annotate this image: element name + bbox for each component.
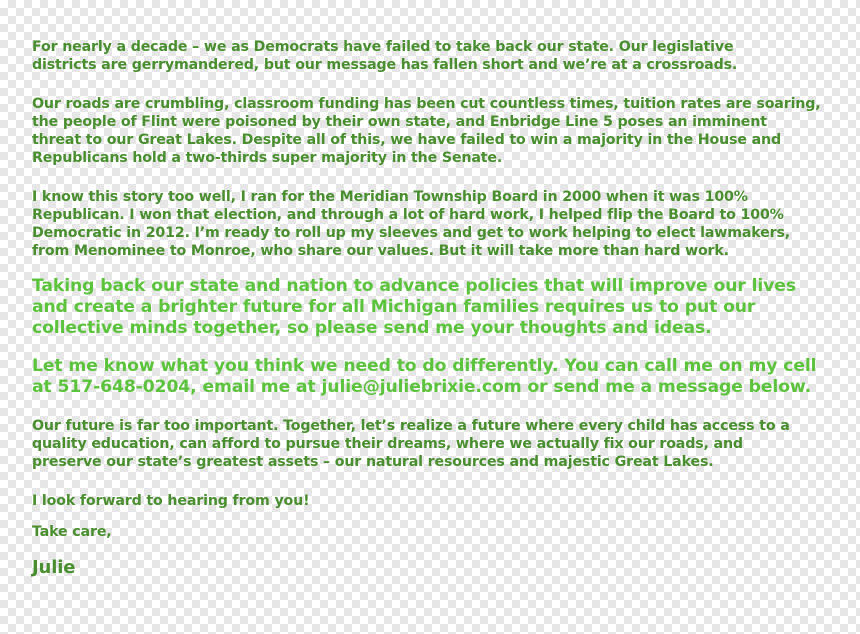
text-line: I know this story too well, I ran for the Meridian Township Board in 2000 when it was 100% [32,189,748,205]
text-line: quality education, can afford to pursue their dreams, where we actually fix our roads, and [32,436,743,452]
text-line: collective minds together, so please send me your thoughts and ideas. [32,318,712,338]
text-line: at 517-648-0204, email me at julie@juliebrixie.com or send me a message below. [32,377,812,397]
intro-paragraph [32,38,832,74]
text-line: from Menominee to Monroe, who share our values. But it will take more than hard work. [32,243,729,259]
text-line: Republicans hold a two-thirds super majority in the Senate. [32,150,503,166]
text-line: Our roads are crumbling, classroom funding has been cut countless times, tuition rates are soaring, [32,96,821,112]
signoff-line: Take care, [32,524,112,540]
story-paragraph [32,188,832,260]
problems-paragraph [32,95,832,167]
text-line: Republican. I won that election, and through a lot of hard work, I helped flip the Board to 100% [32,207,784,223]
text-line: preserve our state’s greatest assets – our natural resources and majestic Great Lakes. [32,454,714,470]
signature: Julie [32,557,76,578]
text-line: Let me know what you think we need to do differently. You can call me on my cell [32,356,817,376]
contact-paragraph [32,356,832,398]
text-line: the people of Flint were poisoned by their own state, and Enbridge Line 5 poses an imminent [32,114,767,130]
text-line: districts are gerrymandered, but our message has fallen short and we’re at a crossroads. [32,57,738,73]
text-line: threat to our Great Lakes. Despite all of this, we have failed to win a majority in the House and [32,132,781,148]
text-line: and create a brighter future for all Michigan families requires us to put our [32,297,756,317]
callout-paragraph [32,276,832,339]
closing-line: I look forward to hearing from you! [32,493,310,509]
text-line: Our future is far too important. Together, let’s realize a future where every child has access to a [32,418,790,434]
future-paragraph [32,417,832,471]
text-line: For nearly a decade – we as Democrats have failed to take back our state. Our legislative [32,39,734,55]
letter-body [32,38,832,579]
text-line: Taking back our state and nation to advance policies that will improve our lives [32,276,796,296]
text-line: Democratic in 2012. I’m ready to roll up my sleeves and get to work helping to elect lawmakers, [32,225,791,241]
